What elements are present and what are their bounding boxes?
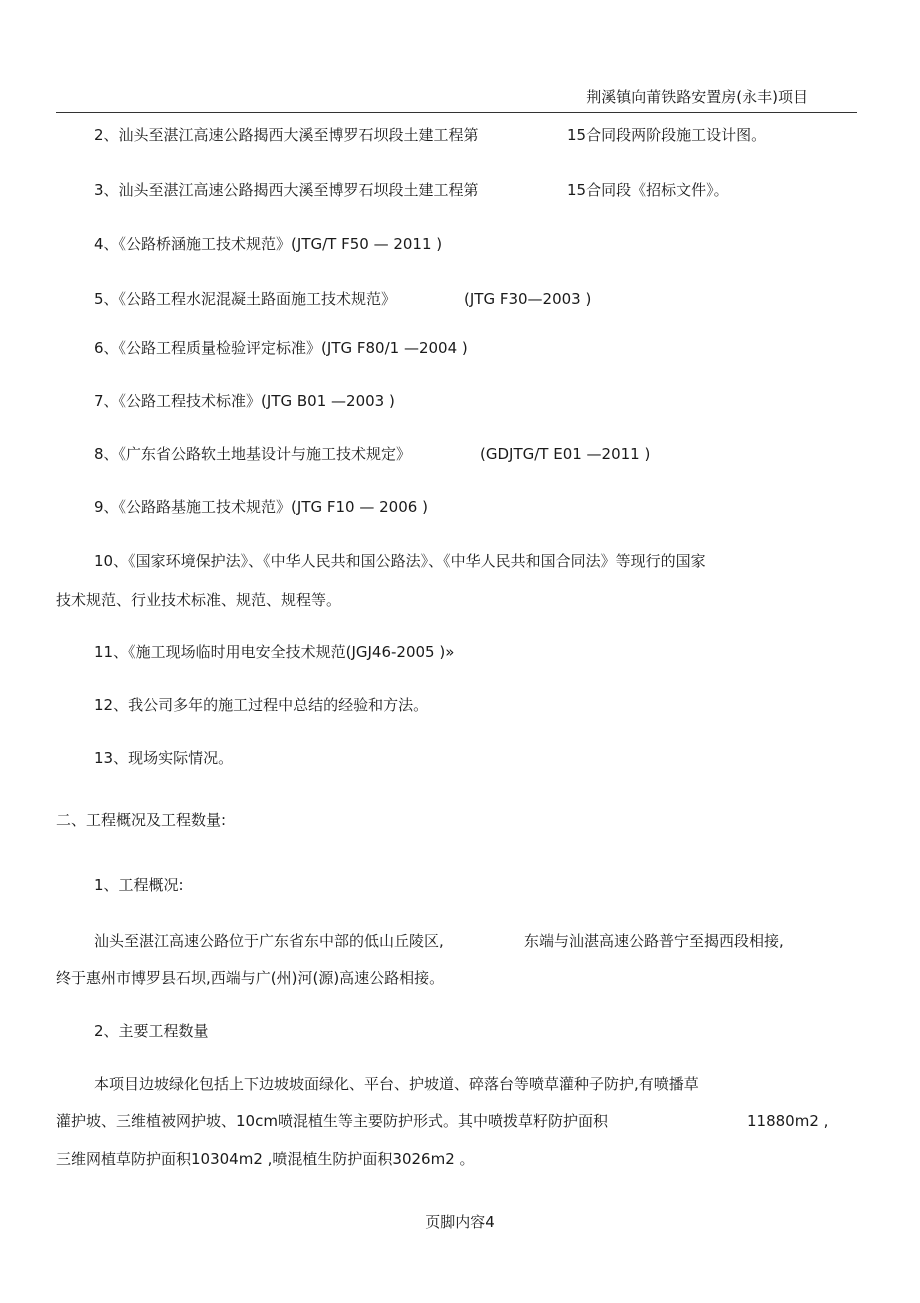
- reference-item-7: 7、《公路工程技术标准》(JTG B01 —2003 ): [94, 392, 395, 410]
- reference-item-11: 11、《施工现场临时用电安全技术规范(JGJ46-2005 )»: [94, 643, 455, 661]
- reference-item-8: 8、《广东省公路软土地基设计与施工技术规定》: [94, 445, 412, 463]
- quantity-paragraph-line-2a: 灌护坡、三维植被网护坡、10cm喷混植生等主要防护形式。其中喷拨草籽防护面积: [56, 1112, 608, 1130]
- section-heading: 二、工程概况及工程数量:: [56, 811, 227, 829]
- reference-item-12: 12、我公司多年的施工过程中总结的经验和方法。: [94, 696, 429, 714]
- quantity-paragraph-line-2b: 11880m2 ,: [747, 1112, 829, 1130]
- reference-item-5-code: (JTG F30—2003 ): [464, 290, 592, 308]
- reference-item-5: 5、《公路工程水泥混凝土路面施工技术规范》: [94, 290, 397, 308]
- reference-item-9: 9、《公路路基施工技术规范》(JTG F10 — 2006 ): [94, 498, 428, 516]
- header-rule: [56, 112, 857, 113]
- reference-item-3-cont: 15合同段《招标文件》。: [567, 181, 729, 199]
- overview-paragraph-line-2: 终于惠州市博罗县石坝,西端与广(州)河(源)高速公路相接。: [56, 969, 445, 987]
- reference-item-2: 2、汕头至湛江高速公路揭西大溪至博罗石坝段土建工程第: [94, 126, 479, 144]
- reference-item-8-code: (GDJTG/T E01 —2011 ): [480, 445, 651, 463]
- overview-paragraph-line-1b: 东端与汕湛高速公路普宁至揭西段相接,: [524, 932, 784, 950]
- overview-heading: 1、工程概况:: [94, 876, 184, 894]
- reference-item-3: 3、汕头至湛江高速公路揭西大溪至博罗石坝段土建工程第: [94, 181, 479, 199]
- reference-item-10: 10、《国家环境保护法》、《中华人民共和国公路法》、《中华人民共和国合同法》等现行的国家: [94, 552, 706, 570]
- header-title: 荆溪镇向莆铁路安置房(永丰)项目: [586, 88, 808, 106]
- overview-paragraph-line-1a: 汕头至湛江高速公路位于广东省东中部的低山丘陵区,: [94, 932, 444, 950]
- quantity-paragraph-line-3: 三维网植草防护面积10304m2 ,喷混植生防护面积3026m2 。: [56, 1150, 475, 1168]
- reference-item-4: 4、《公路桥涵施工技术规范》(JTG/T F50 — 2011 ): [94, 235, 443, 253]
- quantity-paragraph-line-1: 本项目边坡绿化包括上下边坡坡面绿化、平台、护坡道、碎落台等喷草灌种子防护,有喷播草: [94, 1075, 699, 1093]
- reference-item-10-cont: 技术规范、行业技术标准、规范、规程等。: [56, 591, 342, 609]
- reference-item-6: 6、《公路工程质量检验评定标准》(JTG F80/1 —2004 ): [94, 339, 468, 357]
- quantity-heading: 2、主要工程数量: [94, 1022, 209, 1040]
- reference-item-2-cont: 15合同段两阶段施工设计图。: [567, 126, 767, 144]
- page-footer: 页脚内容4: [425, 1213, 495, 1231]
- reference-item-13: 13、现场实际情况。: [94, 749, 234, 767]
